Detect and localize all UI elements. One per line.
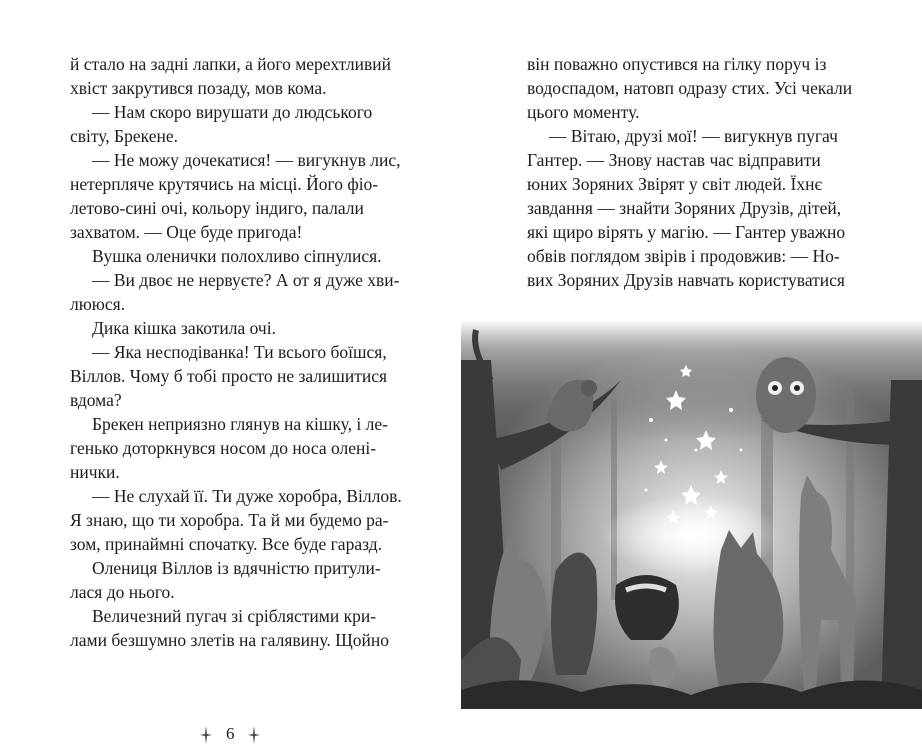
text-line: Брекен неприязно глянув на кішку, і ле- bbox=[92, 414, 388, 434]
text-line: Я знаю, що ти хоробра. Та й ми будемо ра- bbox=[70, 510, 389, 530]
text-line: нетерпляче крутячись на місці. Його фіо- bbox=[70, 174, 379, 194]
text-line: Олениця Віллов із вдячністю притули- bbox=[92, 558, 381, 578]
page-number: 6 bbox=[226, 724, 235, 743]
text-line: цього моменту. bbox=[527, 102, 640, 122]
text-line: лами безшумно злетів на галявину. Щойно bbox=[70, 630, 390, 650]
text-line: світу, Брекене. bbox=[70, 126, 178, 146]
text-line: Величезний пугач зі сріблястими кри- bbox=[92, 606, 377, 626]
page-folio bbox=[200, 724, 264, 746]
text-line: лася до нього. bbox=[70, 582, 175, 602]
text-line: нички. bbox=[70, 462, 120, 482]
text-line: Віллов. Чому б тобі просто не залишитися bbox=[70, 366, 388, 386]
star-ornament-icon bbox=[248, 726, 260, 744]
text-line: зом, принаймні спочатку. Все буде гаразд. bbox=[70, 534, 382, 554]
text-line: — Не можу дочекатися! — вигукнув лис, bbox=[92, 150, 401, 170]
owl-figure bbox=[756, 357, 816, 433]
text-line: Дика кішка закотила очі. bbox=[92, 318, 276, 338]
text-line: завдання — знайти Зоряних Друзів, дітей, bbox=[527, 198, 842, 218]
text-line: Вушка оленички полохливо сіпнулися. bbox=[92, 246, 382, 266]
text-line: які щиро вірять у магію. — Гантер уважно bbox=[527, 222, 846, 242]
text-line: юних Зоряних Звірят у світ людей. Їхнє bbox=[527, 174, 823, 194]
text-line: — Нам скоро вирушати до людського bbox=[92, 102, 373, 122]
text-line: — Яка несподіванка! Ти всього боїшся, bbox=[92, 342, 387, 362]
text-line: водоспадом, натовп одразу стих. Усі чекали bbox=[527, 78, 853, 98]
text-line: обвів поглядом звірів і продовжив: — Но- bbox=[527, 246, 840, 266]
text-line: й стало на задні лапки, а його мерехтливий bbox=[70, 54, 391, 74]
forest-gathering-illustration bbox=[461, 320, 922, 709]
text-line: летово-сині очі, кольору індиго, палали bbox=[70, 198, 364, 218]
text-line: хвіст закрутився позаду, мов кома. bbox=[70, 78, 327, 98]
star-ornament-icon bbox=[200, 726, 212, 744]
text-line: Гантер. — Знову настав час відправити bbox=[527, 150, 821, 170]
text-line: вдома? bbox=[70, 390, 122, 410]
text-line: вих Зоряних Друзів навчать користуватися bbox=[527, 270, 845, 290]
text-line: — Не слухай її. Ти дуже хоробра, Віллов. bbox=[92, 486, 402, 506]
text-line: — Вітаю, друзі мої! — вигукнув пугач bbox=[549, 126, 838, 146]
text-line: — Ви двоє не нервуєте? А от я дуже хви- bbox=[92, 270, 400, 290]
text-line: захватом. — Оце буде пригода! bbox=[70, 222, 303, 242]
text-line: лююся. bbox=[70, 294, 126, 314]
text-line: він поважно опустився на гілку поруч із bbox=[527, 54, 827, 74]
text-line: генько доторкнувся носом до носа олені- bbox=[70, 438, 377, 458]
